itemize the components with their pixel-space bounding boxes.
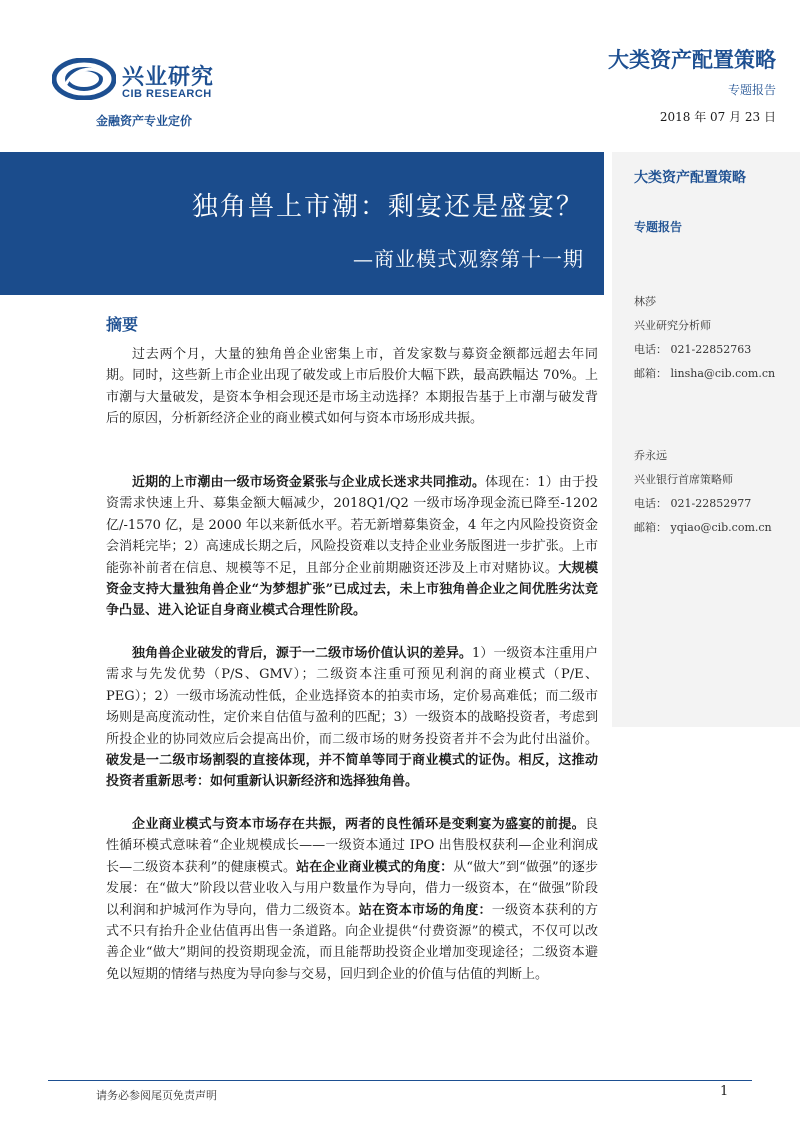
report-title: 独角兽上市潮：剩宴还是盛宴？ — [191, 192, 584, 222]
analyst-name: 林莎 — [634, 295, 656, 308]
abstract-paragraph: 过去两个月，大量的独角兽企业密集上市，首发家数与募资金额都远超去年同期。同时，这些新上市企业出现了破发或上市后股价大幅下跌，最高跌幅达 70%。上市潮与大量破发，是资本争相会现还是市场主动选择？本期报告基于上市潮与破发背后的原因，分析新经济企业的商业模式如何与资本市场形成共振。 — [106, 347, 598, 427]
report-subtitle: —商业模式观察第十一期 — [353, 247, 584, 271]
report-type: 专题报告 — [727, 83, 776, 97]
logo-text: 兴业研究 — [122, 65, 215, 90]
abstract-paragraph: 企业商业模式与资本市场存在共振，两者的良性循环是变剩宴为盛宴的前提。良性循环模式意味着“企业规模成长——一级资本通过 IPO 出售股权获利—企业利润成长—二级资本获利”的健康模式。站在企业商业模式的角度：从“做大”到“做强”的逐步发展：在“做大”阶段以营业收入与用户数量作为导向，借力一级资本，在“做强”阶段以利润和护城河作为导向，借力二级资本。站在资本市场的角度：一级资本获利的方式不只有抬升企业估值再出售一条道路。向企业提供“付费资源”的模式，不仅可以改善企业“做大”期间的投资期现金流，而且能帮助投资企业增加变现途径；二级资本避免以短期的情绪与热度为导向参与交易，回归到企业的价值与估值的判断上。 — [106, 817, 598, 982]
disclaimer-note: 请务必参阅尾页免责声明 — [96, 1089, 217, 1102]
page-number: 1 — [720, 1084, 729, 1099]
key-point: 破发是一二级市场割裂的直接体现，并不简单等同于商业模式的证伪。相反，这推动投资者重新思考：如何重新认识新经济和选择独角兽。 — [106, 753, 598, 790]
key-point: 企业商业模式与资本市场存在共振，两者的良性循环是变剩宴为盛宴的前提。 — [132, 817, 585, 832]
analyst-phone: 电话： 021-22852763 — [634, 343, 752, 356]
analyst-card — [634, 290, 794, 386]
analyst-phone: 电话： 021-22852977 — [634, 497, 752, 510]
tagline: 金融资产专业定价 — [96, 114, 193, 128]
analyst-role: 兴业银行首席策略师 — [634, 473, 733, 486]
abstract-heading: 摘要 — [106, 315, 139, 334]
report-date: 2018 年 07 月 23 日 — [659, 110, 776, 124]
sidebar-category: 大类资产配置策略 — [634, 170, 746, 186]
key-point: 近期的上市潮由一级市场资金紧张与企业成长迷求共同推动。 — [132, 475, 486, 490]
sidebar-panel — [612, 152, 800, 727]
key-point: 大规模资金支持大量独角兽企业“为梦想扩张”已成过去，未上市独角兽企业之间优胜劣汰竞争凸显、进入论证自身商业模式合理性阶段。 — [106, 560, 598, 619]
sidebar-report-type: 专题报告 — [634, 220, 683, 234]
key-point: 站在企业商业模式的角度： — [296, 859, 454, 875]
logo-english-text: CIB RESEARCH — [122, 88, 212, 100]
abstract-paragraph: 近期的上市潮由一级市场资金紧张与企业成长迷求共同推动。体现在：1）由于投资需求快速上升、募集金额大幅减少，2018Q1/Q2 一级市场净现金流已降至-1202 亿/-1570 亿，是 2000 年以来新低水平。若无新增募集资金，4 年之内风险投资资金会消耗完毕；2）高速成长期之后，风险投资难以支持企业业务版图进一步扩张。上市能弥补前者在信息、规模等不足，且部分企业前期融资还涉及上市对赌协议。大规模资金支持大量独角兽企业“为梦想扩张”已成过去，未上市独角兽企业之间优胜劣汰竞争凸显、进入论证自身商业模式合理性阶段。 — [106, 475, 598, 619]
cib-logo-icon — [52, 58, 116, 100]
analyst-name: 乔永远 — [634, 449, 667, 462]
title-band — [0, 152, 604, 295]
abstract-paragraph: 独角兽企业破发的背后，源于一二级市场价值认识的差异。1）一级资本注重用户需求与先发优势（P/S、GMV）；二级资本注重可预见利润的商业模式（P/E、PEG）；2）一级市场流动性低，企业选择资本的拍卖市场，定价易高难低；而二级市场则是高度流动性，定价来自估值与盈利的匹配；3）一级资本的战略投资者，考虑到所投企业的协同效应后会提高出价，而二级市场的财务投资者并不会为此付出溢价。破发是一二级市场割裂的直接体现，并不简单等同于商业模式的证伪。相反，这推动投资者重新思考：如何重新认识新经济和选择独角兽。 — [106, 646, 598, 790]
analyst-role: 兴业研究分析师 — [634, 319, 711, 332]
key-point: 站在资本市场的角度： — [358, 902, 492, 918]
analyst-email[interactable]: 邮箱： yqiao@cib.com.cn — [634, 521, 772, 534]
analyst-email[interactable]: 邮箱： linsha@cib.com.cn — [634, 367, 776, 380]
footer-divider — [48, 1080, 752, 1081]
key-point: 独角兽企业破发的背后，源于一二级市场价值认识的差异。 — [132, 646, 473, 661]
report-category: 大类资产配置策略 — [608, 47, 776, 72]
analyst-card — [634, 444, 794, 540]
